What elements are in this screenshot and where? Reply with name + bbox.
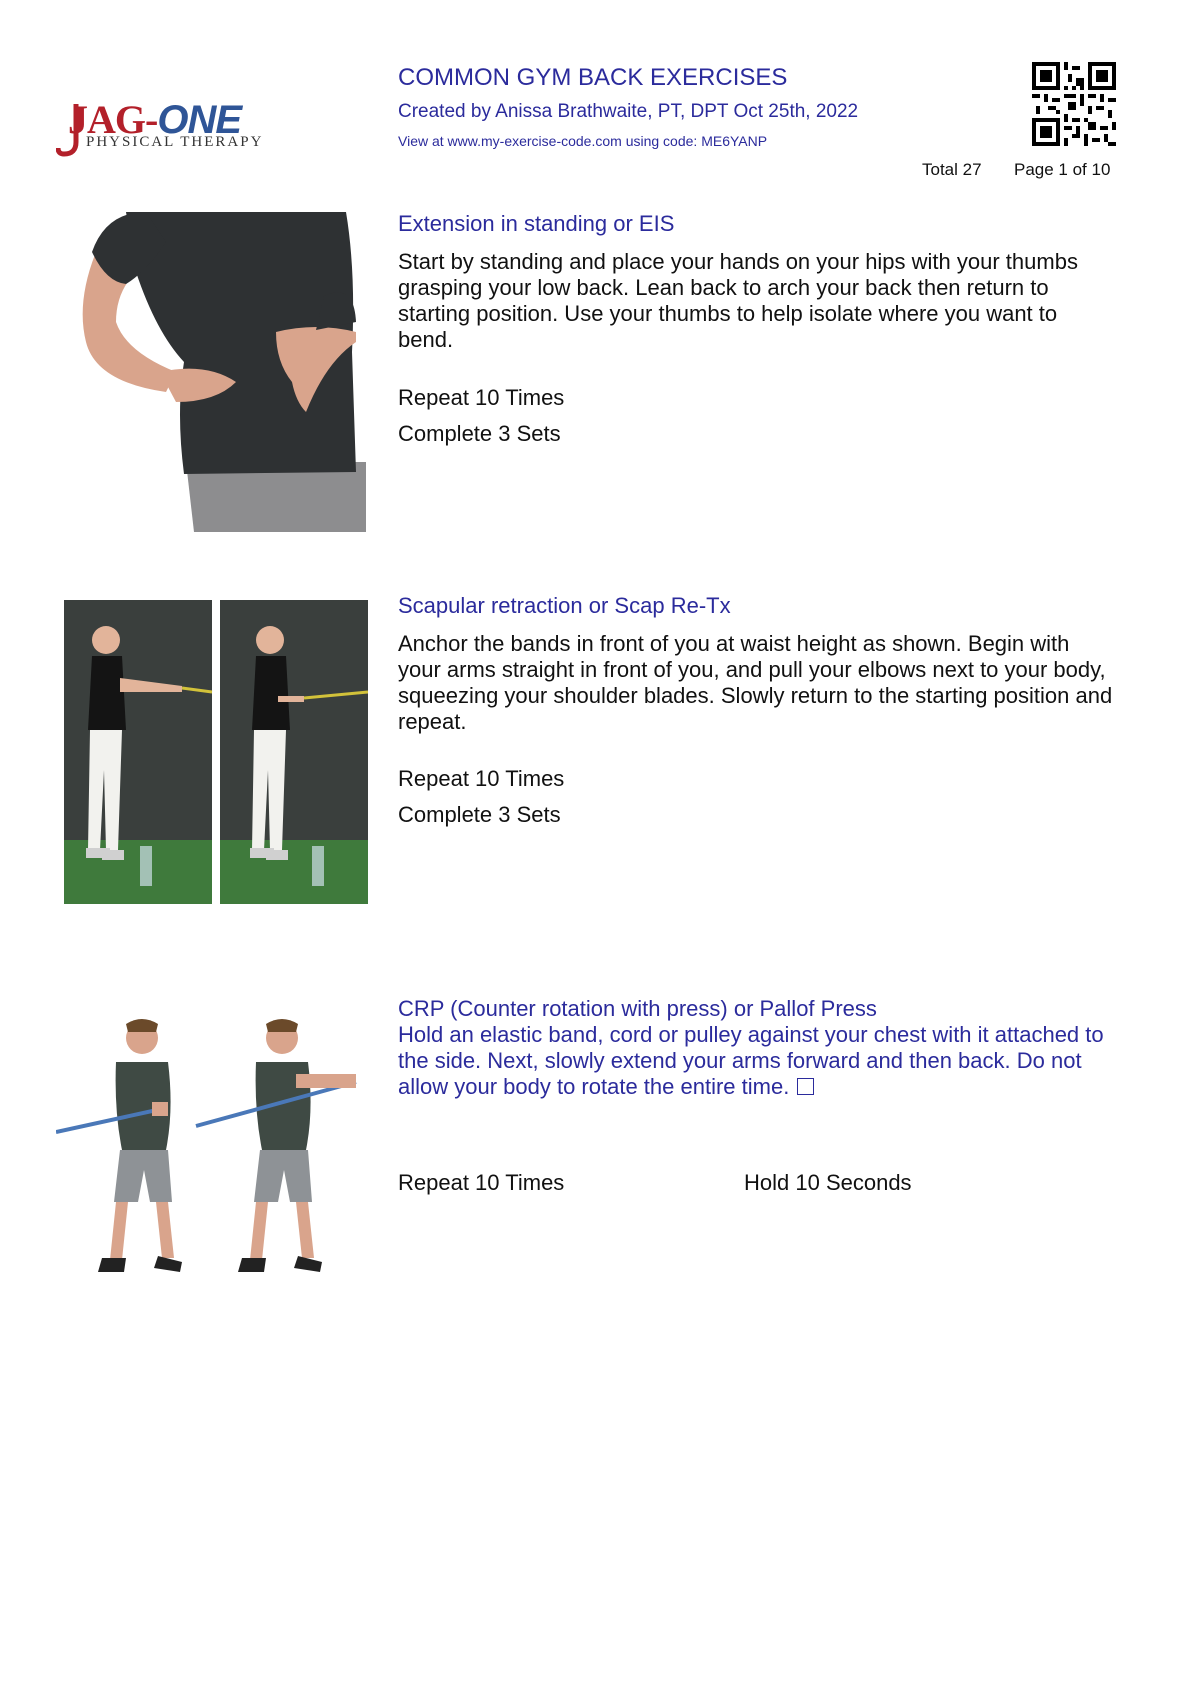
exercise-1-title: Extension in standing or EIS	[398, 211, 675, 236]
exercise-2-repeat: Repeat 10 Times	[398, 766, 565, 791]
exercise-3-description: Hold an elastic band, cord or pulley against your chest with it attached to the side. Next, slowly extend your arms forward and then back. Do not allow your body to rotate the entire time.	[398, 1022, 1104, 1099]
logo-wordmark: JAG-ONE	[68, 97, 242, 142]
exercise-2-sets: Complete 3 Sets	[398, 802, 561, 827]
clinic-logo	[56, 96, 286, 160]
exercise-2-image	[64, 600, 368, 904]
page-indicator: Page 1 of 10	[1014, 160, 1111, 179]
exercise-3-description-block	[398, 1022, 1118, 1100]
exercise-3-hold: Hold 10 Seconds	[744, 1170, 912, 1195]
qr-code-icon	[1032, 62, 1116, 146]
exercise-3-title: CRP (Counter rotation with press) or Pallof Press	[398, 996, 877, 1021]
exercise-3-repeat: Repeat 10 Times	[398, 1170, 565, 1195]
logo-subtitle: PHYSICAL THERAPY	[86, 134, 264, 150]
document-title: COMMON GYM BACK EXERCISES	[398, 64, 788, 91]
checkbox-icon	[797, 1078, 814, 1095]
exercise-1-image	[56, 212, 366, 532]
exercise-2-description: Anchor the bands in front of you at waist height as shown. Begin with your arms straight in front of you, and pull your elbows next to your body, squeezing your shoulder blades. Slowly return to the starting position and repeat.	[398, 631, 1113, 734]
exercise-2-title: Scapular retraction or Scap Re-Tx	[398, 593, 731, 618]
creator-line: Created by Anissa Brathwaite, PT, DPT Oct 25th, 2022	[398, 101, 859, 122]
view-code-line: View at www.my-exercise-code.com using code: ME6YANP	[398, 133, 768, 149]
exercise-3-image	[56, 1010, 366, 1310]
total-count: Total 27	[922, 160, 982, 179]
exercise-1-description: Start by standing and place your hands on your hips with your thumbs grasping your low back. Lean back to arch your back then return to starting position. Use your thumbs to help isolate where you want to bend.	[398, 249, 1078, 352]
exercise-1-repeat: Repeat 10 Times	[398, 385, 565, 410]
exercise-1-sets: Complete 3 Sets	[398, 421, 561, 446]
